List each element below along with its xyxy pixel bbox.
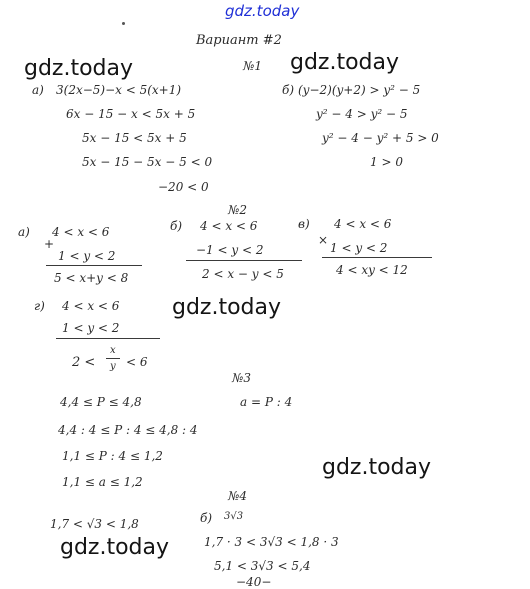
task2v-result: 4 < xy < 12 (336, 263, 408, 277)
task2v-sign: × (318, 233, 329, 247)
task2b-result: 2 < x − y < 5 (202, 267, 284, 281)
task2g-frac-den: y (110, 361, 116, 372)
watermark: gdz.today (60, 535, 170, 560)
task1a-line: −20 < 0 (158, 180, 209, 194)
variant-title: Вариант #2 (196, 33, 282, 48)
task2a-line: 4 < x < 6 (52, 225, 110, 239)
task2g-line: 1 < y < 2 (62, 321, 120, 335)
task2v-line: 1 < y < 2 (330, 241, 388, 255)
task2b-line: −1 < y < 2 (196, 243, 264, 257)
task4b-line: 3√3 (224, 511, 244, 522)
watermark: gdz.today (24, 56, 134, 81)
task4b-line: 1,7 · 3 < 3√3 < 1,8 · 3 (204, 535, 339, 549)
task1b-line: y² − 4 > y² − 5 (316, 107, 408, 121)
task1a-line: 5x − 15 < 5x + 5 (82, 131, 187, 145)
task3-formula: a = P : 4 (240, 395, 293, 409)
task2a-line: 1 < y < 2 (58, 249, 116, 263)
task3-line: 4,4 ≤ P ≤ 4,8 (60, 395, 142, 409)
task2a-label: а) (18, 225, 30, 239)
task2v-label: в) (298, 217, 310, 231)
task1b-line: y² − 4 − y² + 5 > 0 (322, 131, 439, 145)
task1b-line: 1 > 0 (370, 155, 403, 169)
product-bar (322, 257, 432, 258)
task1a-label: а) (32, 83, 44, 97)
quotient-bar (56, 338, 160, 339)
task4b-line: 5,1 < 3√3 < 5,4 (214, 559, 311, 573)
sum-bar (46, 265, 142, 266)
task1a-line: 3(2x−5)−x < 5(x+1) (56, 83, 182, 97)
task2b-label: б) (170, 219, 183, 233)
task2g-result-left: 2 < (72, 355, 96, 370)
task2a-result: 5 < x+y < 8 (54, 271, 129, 285)
sum-bar (186, 260, 302, 261)
task1a-line: 6x − 15 − x < 5x + 5 (66, 107, 196, 121)
task4b-label: б) (200, 511, 213, 525)
page-number: −40− (236, 575, 272, 589)
watermark: gdz.today (322, 455, 432, 480)
task2g-line: 4 < x < 6 (62, 299, 120, 313)
watermark: gdz.today (172, 295, 282, 320)
site-label: gdz.today (225, 2, 300, 20)
fraction-bar (106, 358, 120, 359)
task3-line: 4,4 : 4 ≤ P : 4 ≤ 4,8 : 4 (58, 423, 198, 437)
task2b-line: 4 < x < 6 (200, 219, 258, 233)
task3-number: №3 (232, 371, 251, 385)
task2g-label: г) (34, 299, 45, 313)
task4a-line: 1,7 < √3 < 1,8 (50, 517, 139, 531)
task3-line: 1,1 ≤ a ≤ 1,2 (62, 475, 143, 489)
task3-line: 1,1 ≤ P : 4 ≤ 1,2 (62, 449, 163, 463)
watermark: gdz.today (290, 50, 400, 75)
task1b-line: (y−2)(y+2) > y² − 5 (298, 83, 421, 97)
task1b-label: б) (282, 83, 295, 97)
task2v-line: 4 < x < 6 (334, 217, 392, 231)
task2-number: №2 (228, 203, 247, 217)
task1-number: №1 (243, 59, 262, 73)
task1a-line: 5x − 15 − 5x − 5 < 0 (82, 155, 213, 169)
task4-number: №4 (228, 489, 247, 503)
task2g-frac-num: x (110, 345, 116, 356)
task2a-sign: + (44, 237, 55, 251)
task2g-result-right: < 6 (126, 355, 148, 369)
stray-mark (122, 22, 125, 25)
